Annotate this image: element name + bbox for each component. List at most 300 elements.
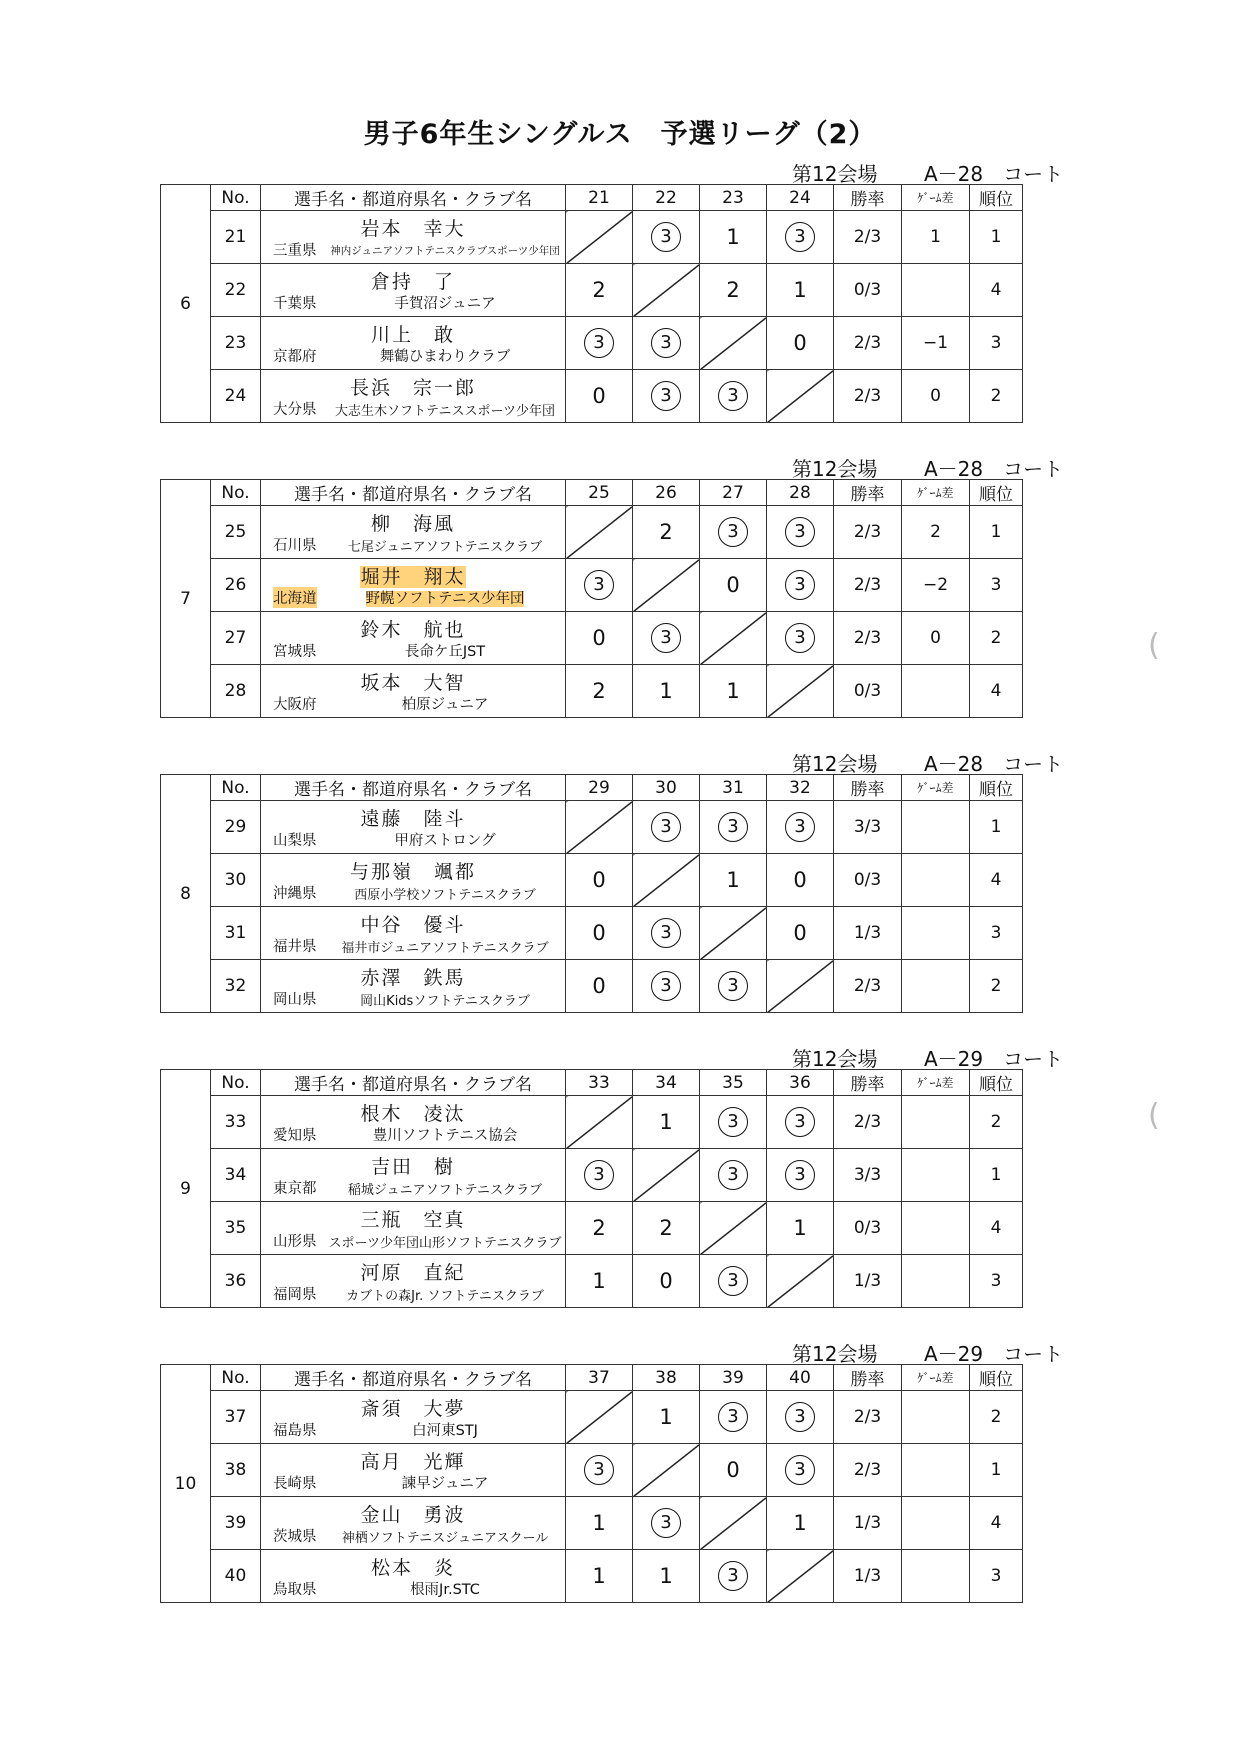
win-rate: 0/3 <box>834 264 902 317</box>
player-club: 福井市ジュニアソフトテニスクラブ <box>341 941 549 956</box>
player-name: 倉持 了 <box>370 271 455 293</box>
rank: 3 <box>970 1255 1023 1308</box>
game-diff <box>902 1391 970 1444</box>
self-match-diagonal <box>566 801 633 854</box>
venue-court: A－28 コート <box>924 162 1064 186</box>
rank: 1 <box>970 801 1023 854</box>
player-club: 諫早ジュニア <box>401 1476 489 1492</box>
match-score <box>700 1550 767 1603</box>
win-circle: 3 <box>718 812 748 842</box>
player-row <box>161 665 1023 718</box>
header-opponent: 28 <box>767 480 834 506</box>
game-diff <box>902 1149 970 1202</box>
win-circle: 3 <box>651 812 681 842</box>
header-no: No. <box>211 1070 261 1096</box>
self-match-diagonal <box>700 1497 767 1550</box>
win-circle: 3 <box>785 1107 815 1137</box>
win-rate: 2/3 <box>834 317 902 370</box>
player-no: 27 <box>211 612 261 665</box>
player-prefecture: 茨城県 <box>273 1529 317 1545</box>
match-score: 0 <box>566 960 633 1013</box>
header-opponent: 35 <box>700 1070 767 1096</box>
rank: 4 <box>970 264 1023 317</box>
match-score <box>633 1497 700 1550</box>
match-score <box>633 370 700 423</box>
player-no: 30 <box>211 854 261 907</box>
match-score: 0 <box>767 317 834 370</box>
match-score: 1 <box>700 854 767 907</box>
win-circle: 3 <box>718 1561 748 1591</box>
header-game-diff: ｹﾞｰﾑ差 <box>902 185 970 211</box>
player-name: 鈴木 航也 <box>360 619 466 641</box>
player-prefecture: 福島県 <box>273 1423 317 1439</box>
player-club: カブトの森Jr. ソフトテニスクラブ <box>346 1289 544 1304</box>
match-score <box>700 960 767 1013</box>
game-diff <box>902 907 970 960</box>
win-rate: 3/3 <box>834 1149 902 1202</box>
player-no: 35 <box>211 1202 261 1255</box>
player-club: 手賀沼ジュニア <box>394 296 496 312</box>
rank: 2 <box>970 1391 1023 1444</box>
self-match-diagonal <box>633 854 700 907</box>
player-name: 松本 炎 <box>370 1557 455 1579</box>
player-name: 川上 敢 <box>370 324 455 346</box>
header-opponent: 40 <box>767 1365 834 1391</box>
group-number: 8 <box>161 775 211 1013</box>
player-club: 岡山Kidsソフトテニスクラブ <box>360 994 530 1009</box>
header-win-rate: 勝率 <box>834 1365 902 1391</box>
player-prefecture: 三重県 <box>273 243 317 259</box>
match-score <box>700 1149 767 1202</box>
rank: 4 <box>970 665 1023 718</box>
rank: 1 <box>970 211 1023 264</box>
match-score: 1 <box>700 211 767 264</box>
league-table <box>160 479 1023 718</box>
match-score: 2 <box>633 506 700 559</box>
header-game-diff: ｹﾞｰﾑ差 <box>902 480 970 506</box>
match-score <box>700 370 767 423</box>
win-rate: 1/3 <box>834 907 902 960</box>
match-score: 1 <box>633 1096 700 1149</box>
header-game-diff: ｹﾞｰﾑ差 <box>902 1070 970 1096</box>
player-row <box>161 1149 1023 1202</box>
match-score <box>700 1096 767 1149</box>
win-circle: 3 <box>584 570 614 600</box>
match-score <box>633 317 700 370</box>
match-score: 1 <box>633 665 700 718</box>
player-row <box>161 1550 1023 1603</box>
group-number: 6 <box>161 185 211 423</box>
match-score: 0 <box>633 1255 700 1308</box>
league-table <box>160 1364 1023 1603</box>
header-rank: 順位 <box>970 480 1023 506</box>
venue-hall: 第12会場 <box>792 752 878 776</box>
player-name: 堀井 翔太 <box>360 566 466 588</box>
header-opponent: 33 <box>566 1070 633 1096</box>
match-score <box>566 559 633 612</box>
header-opponent: 32 <box>767 775 834 801</box>
player-no: 24 <box>211 370 261 423</box>
self-match-diagonal <box>566 506 633 559</box>
match-score: 2 <box>566 264 633 317</box>
header-opponent: 22 <box>633 185 700 211</box>
header-row <box>161 480 1023 506</box>
match-score: 2 <box>566 665 633 718</box>
win-rate: 2/3 <box>834 559 902 612</box>
win-circle: 3 <box>785 222 815 252</box>
win-circle: 3 <box>718 381 748 411</box>
win-rate: 1/3 <box>834 1550 902 1603</box>
header-player: 選手名・都道府県名・クラブ名 <box>261 1070 566 1096</box>
rank: 2 <box>970 370 1023 423</box>
player-prefecture: 山形県 <box>273 1234 317 1250</box>
player-no: 25 <box>211 506 261 559</box>
player-no: 34 <box>211 1149 261 1202</box>
header-row <box>161 775 1023 801</box>
win-circle: 3 <box>651 328 681 358</box>
player-no: 22 <box>211 264 261 317</box>
player-cell <box>261 907 566 960</box>
self-match-diagonal <box>700 612 767 665</box>
header-win-rate: 勝率 <box>834 775 902 801</box>
game-diff <box>902 854 970 907</box>
header-win-rate: 勝率 <box>834 480 902 506</box>
player-row <box>161 1497 1023 1550</box>
header-player: 選手名・都道府県名・クラブ名 <box>261 185 566 211</box>
header-player: 選手名・都道府県名・クラブ名 <box>261 1365 566 1391</box>
self-match-diagonal <box>633 1149 700 1202</box>
player-cell <box>261 612 566 665</box>
header-opponent: 38 <box>633 1365 700 1391</box>
player-club: 西原小学校ソフトテニスクラブ <box>354 888 536 903</box>
player-name: 河原 直紀 <box>360 1262 466 1284</box>
header-rank: 順位 <box>970 185 1023 211</box>
player-row <box>161 801 1023 854</box>
rank: 2 <box>970 1096 1023 1149</box>
punch-hole-mark: ( <box>1148 628 1160 663</box>
player-prefecture: 山梨県 <box>273 833 317 849</box>
player-no: 31 <box>211 907 261 960</box>
match-score <box>566 1444 633 1497</box>
venue-hall: 第12会場 <box>792 1342 878 1366</box>
match-score: 2 <box>566 1202 633 1255</box>
self-match-diagonal <box>767 960 834 1013</box>
game-diff: −1 <box>902 317 970 370</box>
player-row <box>161 506 1023 559</box>
player-prefecture: 石川県 <box>273 538 317 554</box>
player-club: 柏原ジュニア <box>401 697 489 713</box>
match-score <box>700 1255 767 1308</box>
league-table <box>160 184 1023 423</box>
player-cell <box>261 211 566 264</box>
rank: 1 <box>970 1444 1023 1497</box>
match-score <box>700 506 767 559</box>
header-row <box>161 185 1023 211</box>
player-no: 28 <box>211 665 261 718</box>
player-club: 七尾ジュニアソフトテニスクラブ <box>347 540 543 555</box>
player-club: スポーツ少年団山形ソフトテニスクラブ <box>328 1236 562 1251</box>
win-circle: 3 <box>718 1160 748 1190</box>
player-no: 23 <box>211 317 261 370</box>
match-score: 1 <box>767 264 834 317</box>
rank: 4 <box>970 854 1023 907</box>
player-club: 長命ケ丘JST <box>404 644 486 660</box>
player-cell <box>261 854 566 907</box>
match-score: 1 <box>633 1391 700 1444</box>
header-game-diff: ｹﾞｰﾑ差 <box>902 775 970 801</box>
match-score <box>566 317 633 370</box>
player-name: 坂本 大智 <box>360 672 466 694</box>
player-name: 柳 海風 <box>370 513 455 535</box>
game-diff <box>902 801 970 854</box>
player-row <box>161 370 1023 423</box>
self-match-diagonal <box>767 1255 834 1308</box>
player-no: 32 <box>211 960 261 1013</box>
punch-hole-mark: ( <box>1148 1098 1160 1133</box>
player-cell <box>261 1444 566 1497</box>
win-rate: 3/3 <box>834 801 902 854</box>
player-name: 根木 凌汰 <box>360 1103 466 1125</box>
win-circle: 3 <box>785 1160 815 1190</box>
self-match-diagonal <box>566 211 633 264</box>
player-prefecture: 千葉県 <box>273 296 317 312</box>
header-opponent: 30 <box>633 775 700 801</box>
player-row <box>161 264 1023 317</box>
header-no: No. <box>211 185 261 211</box>
group-number: 9 <box>161 1070 211 1308</box>
match-score <box>767 1149 834 1202</box>
self-match-diagonal <box>767 370 834 423</box>
win-circle: 3 <box>584 1160 614 1190</box>
match-score <box>633 612 700 665</box>
player-no: 26 <box>211 559 261 612</box>
header-rank: 順位 <box>970 1070 1023 1096</box>
win-circle: 3 <box>651 222 681 252</box>
match-score <box>633 801 700 854</box>
win-circle: 3 <box>651 918 681 948</box>
player-prefecture: 京都府 <box>273 349 317 365</box>
player-club: 甲府ストロング <box>394 833 496 849</box>
match-score <box>767 1391 834 1444</box>
self-match-diagonal <box>700 317 767 370</box>
player-cell <box>261 559 566 612</box>
venue-court: A－28 コート <box>924 457 1064 481</box>
win-circle: 3 <box>785 517 815 547</box>
rank: 3 <box>970 907 1023 960</box>
header-win-rate: 勝率 <box>834 185 902 211</box>
win-rate: 2/3 <box>834 612 902 665</box>
player-no: 39 <box>211 1497 261 1550</box>
header-row <box>161 1070 1023 1096</box>
match-score: 0 <box>566 907 633 960</box>
header-opponent: 21 <box>566 185 633 211</box>
player-club: 根雨Jr.STC <box>410 1582 480 1598</box>
match-score: 0 <box>767 907 834 960</box>
win-rate: 2/3 <box>834 1391 902 1444</box>
win-circle: 3 <box>718 971 748 1001</box>
self-match-diagonal <box>767 665 834 718</box>
player-row <box>161 211 1023 264</box>
match-score <box>767 801 834 854</box>
player-row <box>161 1096 1023 1149</box>
player-prefecture: 鳥取県 <box>273 1582 317 1598</box>
player-row <box>161 559 1023 612</box>
venue-court: A－29 コート <box>924 1342 1064 1366</box>
player-name: 三瓶 空真 <box>360 1209 466 1231</box>
win-circle: 3 <box>651 623 681 653</box>
venue-hall: 第12会場 <box>792 1047 878 1071</box>
group-number: 7 <box>161 480 211 718</box>
win-circle: 3 <box>718 1402 748 1432</box>
player-row <box>161 1202 1023 1255</box>
league-table <box>160 774 1023 1013</box>
win-rate: 0/3 <box>834 1202 902 1255</box>
win-circle: 3 <box>651 1508 681 1538</box>
player-name: 岩本 幸大 <box>360 218 466 240</box>
player-cell <box>261 264 566 317</box>
header-opponent: 24 <box>767 185 834 211</box>
player-name: 高月 光輝 <box>360 1451 466 1473</box>
player-row <box>161 612 1023 665</box>
header-rank: 順位 <box>970 1365 1023 1391</box>
player-club: 神内ジュニアソフトテニスクラブスポーツ少年団 <box>330 245 560 257</box>
match-score <box>767 559 834 612</box>
player-name: 赤澤 鉄馬 <box>360 967 466 989</box>
match-score <box>767 1096 834 1149</box>
player-prefecture: 長崎県 <box>273 1476 317 1492</box>
player-prefecture: 岡山県 <box>273 992 317 1008</box>
rank: 3 <box>970 1550 1023 1603</box>
player-club: 稲城ジュニアソフトテニスクラブ <box>347 1183 543 1198</box>
win-circle: 3 <box>718 517 748 547</box>
match-score: 0 <box>566 370 633 423</box>
venue-hall: 第12会場 <box>792 457 878 481</box>
player-prefecture: 福岡県 <box>273 1287 317 1303</box>
header-no: No. <box>211 1365 261 1391</box>
player-cell <box>261 370 566 423</box>
win-circle: 3 <box>718 1107 748 1137</box>
match-score: 1 <box>566 1497 633 1550</box>
venue-hall: 第12会場 <box>792 162 878 186</box>
match-score: 0 <box>566 854 633 907</box>
match-score: 0 <box>700 1444 767 1497</box>
player-prefecture: 福井県 <box>273 939 317 955</box>
player-no: 29 <box>211 801 261 854</box>
game-diff: 1 <box>902 211 970 264</box>
header-opponent: 31 <box>700 775 767 801</box>
player-no: 37 <box>211 1391 261 1444</box>
player-cell <box>261 1497 566 1550</box>
match-score <box>633 211 700 264</box>
player-row <box>161 854 1023 907</box>
game-diff <box>902 665 970 718</box>
win-rate: 2/3 <box>834 1096 902 1149</box>
header-game-diff: ｹﾞｰﾑ差 <box>902 1365 970 1391</box>
player-cell <box>261 1391 566 1444</box>
match-score: 2 <box>700 264 767 317</box>
self-match-diagonal <box>633 264 700 317</box>
header-rank: 順位 <box>970 775 1023 801</box>
player-cell <box>261 665 566 718</box>
rank: 2 <box>970 960 1023 1013</box>
game-diff <box>902 1550 970 1603</box>
player-club: 神栖ソフトテニスジュニアスクール <box>341 1531 549 1546</box>
player-prefecture: 宮城県 <box>273 644 317 660</box>
game-diff <box>902 264 970 317</box>
win-circle: 3 <box>785 812 815 842</box>
win-rate: 2/3 <box>834 211 902 264</box>
player-cell <box>261 1255 566 1308</box>
player-no: 21 <box>211 211 261 264</box>
player-cell <box>261 960 566 1013</box>
match-score: 1 <box>566 1550 633 1603</box>
player-row <box>161 1391 1023 1444</box>
player-row <box>161 317 1023 370</box>
game-diff <box>902 1444 970 1497</box>
win-circle: 3 <box>785 1455 815 1485</box>
match-score <box>767 612 834 665</box>
player-club: 大志生木ソフトテニススポーツ少年団 <box>335 404 555 419</box>
header-win-rate: 勝率 <box>834 1070 902 1096</box>
win-circle: 3 <box>651 381 681 411</box>
player-row <box>161 1444 1023 1497</box>
match-score: 1 <box>566 1255 633 1308</box>
player-no: 33 <box>211 1096 261 1149</box>
player-club: 舞鶴ひまわりクラブ <box>379 349 511 365</box>
player-cell <box>261 1550 566 1603</box>
player-cell <box>261 317 566 370</box>
rank: 4 <box>970 1497 1023 1550</box>
rank: 1 <box>970 1149 1023 1202</box>
self-match-diagonal <box>700 1202 767 1255</box>
self-match-diagonal <box>767 1550 834 1603</box>
match-score: 1 <box>700 665 767 718</box>
match-score <box>633 907 700 960</box>
match-score: 0 <box>700 559 767 612</box>
match-score <box>633 960 700 1013</box>
venue-court: A－28 コート <box>924 752 1064 776</box>
win-rate: 0/3 <box>834 665 902 718</box>
header-player: 選手名・都道府県名・クラブ名 <box>261 480 566 506</box>
player-name: 長浜 宗一郎 <box>349 377 476 399</box>
player-cell <box>261 1096 566 1149</box>
win-rate: 1/3 <box>834 1497 902 1550</box>
win-rate: 2/3 <box>834 506 902 559</box>
match-score: 1 <box>767 1202 834 1255</box>
self-match-diagonal <box>566 1096 633 1149</box>
player-name: 遠藤 陸斗 <box>360 808 466 830</box>
win-rate: 2/3 <box>834 1444 902 1497</box>
player-club: 白河東STJ <box>412 1423 478 1439</box>
player-cell <box>261 506 566 559</box>
win-circle: 3 <box>785 570 815 600</box>
player-prefecture: 愛知県 <box>273 1128 317 1144</box>
header-no: No. <box>211 480 261 506</box>
win-rate: 2/3 <box>834 960 902 1013</box>
header-opponent: 25 <box>566 480 633 506</box>
game-diff <box>902 1096 970 1149</box>
rank: 3 <box>970 559 1023 612</box>
game-diff: 2 <box>902 506 970 559</box>
win-rate: 2/3 <box>834 370 902 423</box>
match-score <box>566 1149 633 1202</box>
player-prefecture: 大分県 <box>273 402 317 418</box>
player-row <box>161 907 1023 960</box>
rank: 2 <box>970 612 1023 665</box>
header-no: No. <box>211 775 261 801</box>
win-rate: 0/3 <box>834 854 902 907</box>
player-prefecture: 北海道 <box>273 587 317 608</box>
